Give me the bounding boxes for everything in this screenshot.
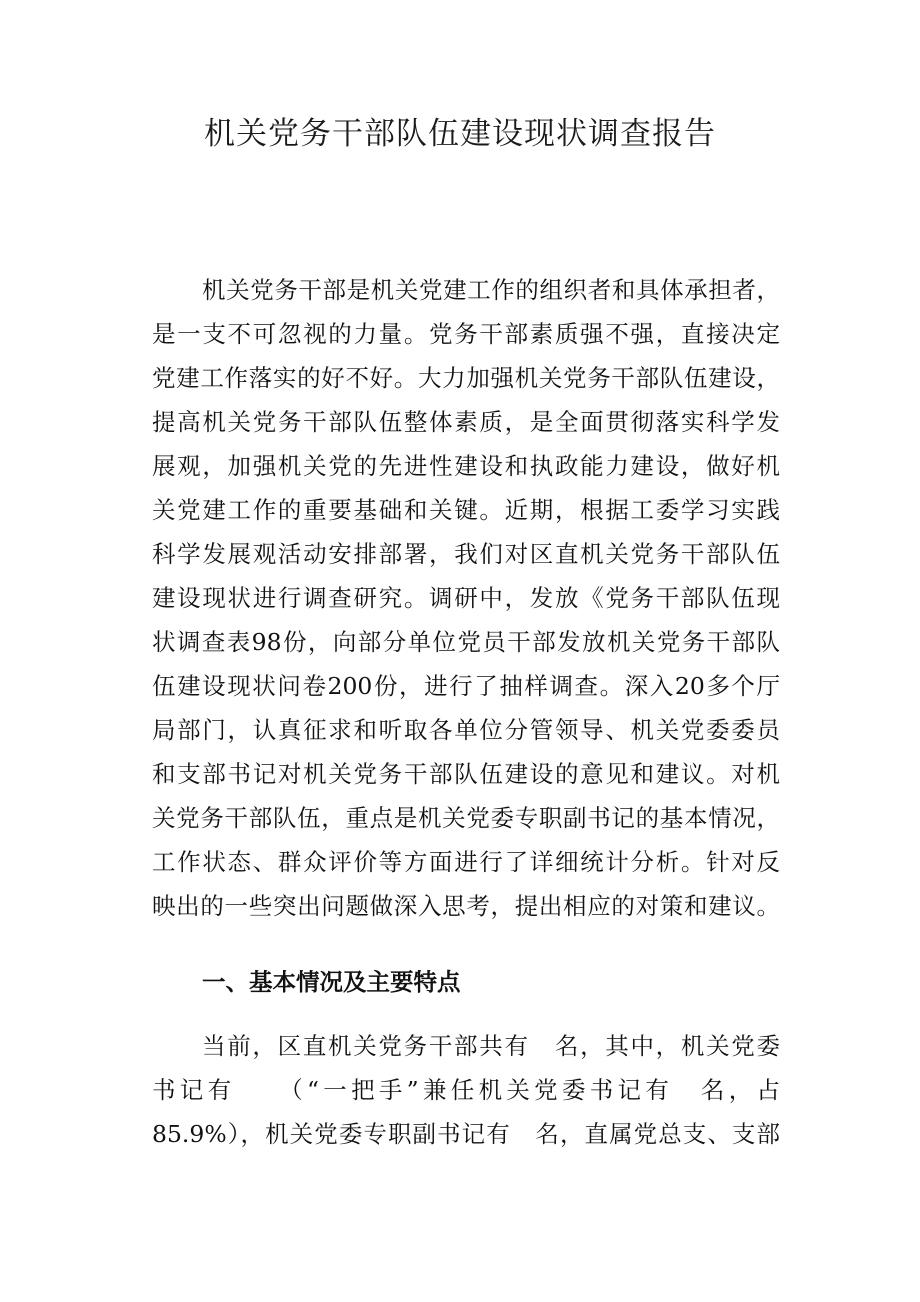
- paragraph-line: 局部门，认真征求和听取各单位分管领导、机关党委委员: [152, 716, 780, 744]
- paragraph-line: 提高机关党务干部队伍整体素质，是全面贯彻落实科学发: [152, 408, 780, 436]
- paragraph-line: 映出的一些突出问题做深入思考，提出相应的对策和建议。: [152, 892, 780, 920]
- paragraph-line: 当前，区直机关党务干部共有 名，其中，机关党委: [202, 1032, 780, 1060]
- paragraph-line: 展观，加强机关党的先进性建设和执政能力建设，做好机: [152, 452, 780, 480]
- paragraph-line: 建设现状进行调查研究。调研中，发放《党务干部队伍现: [152, 584, 780, 612]
- paragraph-line: 科学发展观活动安排部署，我们对区直机关党务干部队伍: [152, 540, 780, 568]
- paragraph-line: 85.9%），机关党委专职副书记有 名，直属党总支、支部: [152, 1120, 780, 1148]
- paragraph-line: 关党建工作的重要基础和关键。近期，根据工委学习实践: [152, 496, 780, 524]
- paragraph-line: 党建工作落实的好不好。大力加强机关党务干部队伍建设，: [152, 364, 780, 392]
- paragraph-line: 工作状态、群众评价等方面进行了详细统计分析。针对反: [152, 848, 780, 876]
- paragraph-line: 机关党务干部是机关党建工作的组织者和具体承担者，: [202, 276, 780, 304]
- paragraph-line: 是一支不可忽视的力量。党务干部素质强不强，直接决定: [152, 320, 780, 348]
- document-title: 机关党务干部队伍建设现状调查报告: [204, 116, 716, 152]
- paragraph-line: 书记有 （“一把手”兼任机关党委书记有 名，占: [152, 1076, 780, 1104]
- paragraph-line: 伍建设现状问卷200份，进行了抽样调查。深入20多个厅: [152, 672, 780, 700]
- paragraph-line: 关党务干部队伍，重点是机关党委专职副书记的基本情况，: [152, 804, 780, 832]
- paragraph-line: 和支部书记对机关党务干部队伍建设的意见和建议。对机: [152, 760, 780, 788]
- paragraph-line: 状调查表98份，向部分单位党员干部发放机关党务干部队: [152, 628, 780, 656]
- section-heading: 一、基本情况及主要特点: [202, 968, 461, 996]
